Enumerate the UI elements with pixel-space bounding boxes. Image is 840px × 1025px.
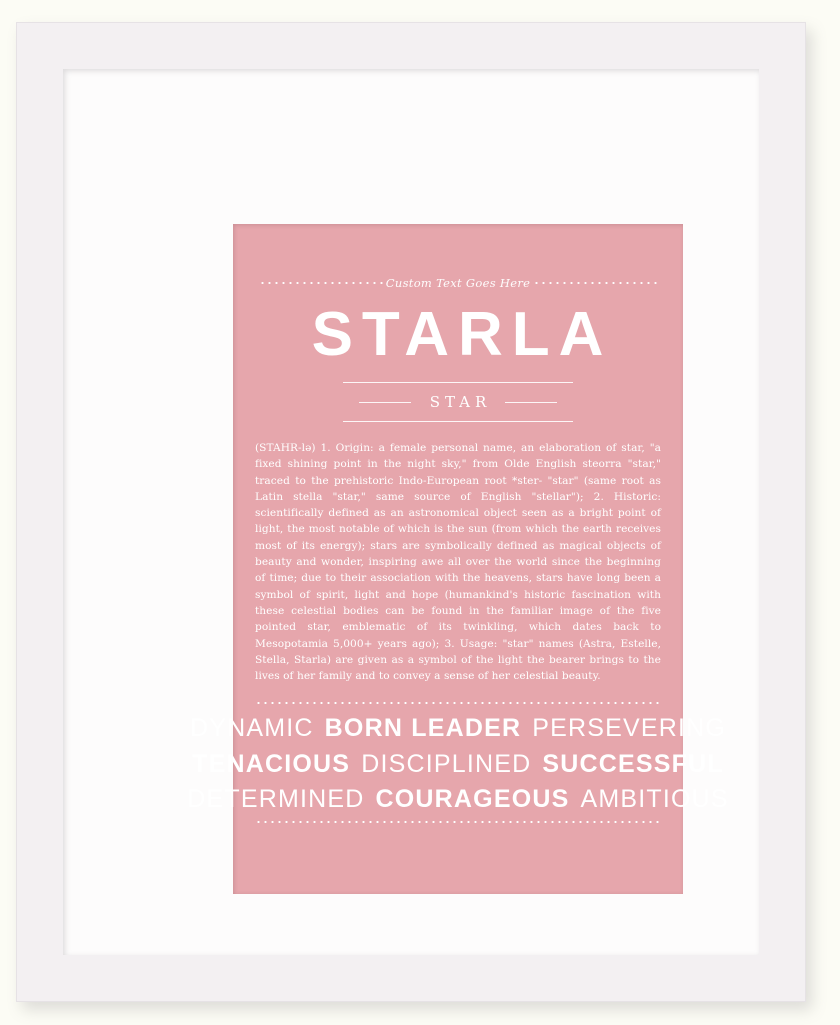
- trait-word: SUCCESSFUL: [542, 749, 724, 778]
- custom-text: Custom Text Goes Here: [385, 276, 531, 290]
- traits-row: [187, 785, 729, 815]
- dotted-line-left-icon: [259, 282, 383, 284]
- meaning-rule-right: [505, 402, 557, 403]
- trait-word: COURAGEOUS: [375, 785, 570, 814]
- picture-frame: [16, 22, 806, 1002]
- traits-block: [187, 714, 729, 815]
- trait-word: DETERMINED: [187, 785, 365, 814]
- meaning-text: STAR: [429, 393, 492, 411]
- art-print: [187, 224, 729, 894]
- meaning-rule-left: [359, 402, 411, 403]
- traits-row: [189, 714, 727, 744]
- dotted-divider-bottom: [255, 821, 661, 823]
- trait-word: PERSEVERING: [532, 714, 727, 743]
- top-ornament-row: [247, 276, 669, 290]
- traits-row: [192, 749, 724, 780]
- trait-word: TENACIOUS: [192, 749, 351, 778]
- divider-above-meaning: [343, 382, 573, 383]
- divider-below-meaning: [343, 421, 573, 422]
- name-title: STARLA: [311, 300, 613, 369]
- trait-word: AMBITIOUS: [580, 785, 729, 814]
- trait-word: BORN LEADER: [324, 714, 522, 743]
- meaning-row: [247, 393, 669, 411]
- dotted-line-right-icon: [533, 282, 657, 284]
- definition-text: (STAHR-lə) 1. Origin: a female personal name, an elaboration of star, "a fixed shining point in the night sky," from Olde English steorra "star," traced to the prehistoric Indo-European root *ster- "star" (same root as Latin stella "star," same source of English "stellar"); 2. Historic: scientifically defined as an astronomical object seen as a bright point of light, the most notable of which is the sun (from which the earth receives most of its energy); stars are symbolically defined as magical objects of beauty and wonder, inspiring awe all over the world since the beginning of time; due to their association with the heavens, stars have long been a symbol of spirit, light and hope (humankind's historic fascination with these celestial bodies can be found in the familiar image of the five pointed star, emblematic of its twinkling, which dates back to Mesopotamia 5,000+ years ago); 3. Usage: "star" names (Astra, Estelle, Stella, Starla) are given as a symbol of the light the bearer brings to the lives of her family and to convey a sense of her celestial beauty.: [255, 442, 661, 683]
- frame-mat: [63, 69, 759, 955]
- dotted-divider-top: [255, 702, 661, 704]
- trait-word: DYNAMIC: [189, 714, 314, 743]
- trait-word: DISCIPLINED: [361, 749, 532, 778]
